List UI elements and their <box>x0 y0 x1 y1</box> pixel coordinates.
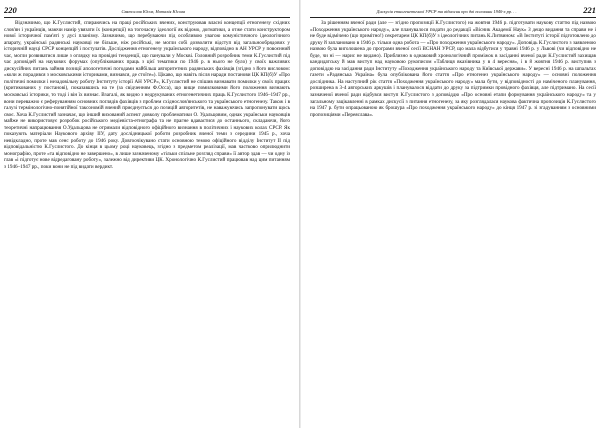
book-gutter <box>299 0 301 428</box>
left-body-text: Відзначимо, що К.Гуслистий, спираючись на праці російських вчених, конструював власні концепції етногенезу східних слов'ян і українців, маючи намір увязати їх (концепції) на тогочасну ідеології як відомо, догматики, а отже стати конструктором нової історичної пам'яті у дусі планізму. Зазначимо, що перебуваючи під особливою увагою комуністичного ідеологічного апарату, українські радянські науковці не більше, ніж російські, не могли собі дозволити відступ від загальнообрядових у історичній науці СРСР концепцій і постулатів. Дослідження етногенезу українського народу, відповідно в АН УРСР у повоєнний час, могли розвиватися лише з оглядку на провідні тенденції, що панували у Москві. Головний розробник теми К.Гуслистий під час доповідей на наукових форумах (опублікованих праць з цієї тематики по 1946 р. в нього не було) у своїх важливих дискусійних питань зайняв позиції апологетичні погодами найбільш авторитетних радянських фахівців (згідно з його висловом: «коли ж порадився з московськими істориками, визнався, де стоїте»). Цікаво, що навіть після наради постанови ЦК КП(б)У «Про політичні помилки і незадовільну роботу Інституту історії АН УРСР», К.Гуслистий не спішив визнавати помилки у своїх працях (критикованих у постанові), показавшись на те (за свідченням Ф.Осса), що вище помилковими його положення визнають московські історики, то тоді і він їх визнає. Взагалі, як видно з недрукуваних етногенетичних праць К.Гуслистого 1946–1947 рр., вони переважно є реферуванням основних поглядів фахівців з проблем східнослов'янського та українського етногенезу. Також і в галузі термінологічно-понятійної таксономій вчений приєднується до позицій авторитетів, не наважуючись запропонувати щось своє. Хоча К.Гуслистий зазначає, що інший вихований аспект довколу проблематики О. Удальцовим, однак українськи науковців майже не використовує розробок російського медіевіста-етнографа та не прагне вдавастися до останнього, складаючи, його теоретичні напрацювання О.Удальцова не отримали відповідного офіційного визнання в політичних і наукових колах СРСР. Як показують матеріали Наукового архіву ІІУ, дату дослідницької роботи розробник вченої теми з середини 1945 р., хоча невідкладно, проте мав сенс роботу до 1946 року. Довгоочікувано стати основною темою офіційного відділу Інститут ІІ під відповідальністю К.Гуслистого. До кінця в цьому році науковець, згідно з предметом реалізації, мав частково оприлюднити монографію, проте «та відповідно не завершено», в лише зазначеному «тільки спільне розгляд справи» її автор здав — чи одну із глав «і підготує нове відредаговану роботу», залежно від директиви ЦК. Хронологічно К.Гуслистий працював над цим питанням з 1946–1947 рр., поки вони не під видати вердикт. <box>4 20 290 171</box>
right-body-text: За рішенням вченої ради (але — згідно пропозиції К.Гуслистого) на жовтня 1946 р. підготувати наукову статтю під назвою «Походження українського народу», але планувалося подати до редакції «Вісник Академії Наук» З дещо видання та справи не і не буде відмічено (що примітно!) секретарем ЦК КП(б)У з ідеологічних питань К.Литвином: «В Інституті історії підготовлено до друку й заплановано в 1946 р. тільки одна робота — «Про походження українського народу». Доповідь К.Гуслистого з заявленою назвою була виголошена до програми вченої сесії ВСНАН УРСР, що мала відбутися у травні 1946 р. у Львові (чи відповідно не буде, чи ні — нарис не видано). Приблизно в однаковий хронологічний проміжок в засіданні вченої ради К.Гуслистий захищав кандидатську й мав виступ над науковою рукописом «Таблиця вказівника у в 4 вересня», і в 8 жовтня 1946 р. виступив з доповіддю на засідання ради Інституту «Походження українського народу та Київської держави». У вересні 1946 р. на шпальтах газети «Радянська Україна» була опублікована його стаття «Про етногенез українського народу» — основні положення дослідника. На наступний рік стаття «Походження українського народу» мала бути, у відповідності до наміченого планування, розширена в 3-4 авторських аркушів і планувалося віддати до друку за підтримки провідного фахівця, але підтримано. На сесії зазначеної вченої ради відбувся виступ К.Гуслистого з доповіддю «Про основні етапи формування українського народу» та у загальному зацікавленні в рамках дискусії з питання етногенезу, за яку розглядалася наукова фактична пропозиція К.Гуслистого на 1947 р. бути опрацьованою як брошура «Про походження українського народу» до кінця 1947 р. зі згадуванням з основними пропозиціями «Переяслава». <box>310 20 596 118</box>
left-running-head <box>4 5 290 18</box>
left-running-head-title: Святослав Юсов, Наталія Юсова <box>121 9 186 14</box>
right-page-number: 221 <box>583 5 596 15</box>
left-page <box>4 5 295 423</box>
right-running-head-title: Дискусія етногенетичної УРСР та відносин про дві половини 1940-х рр. . . <box>376 9 517 14</box>
left-page-number: 220 <box>4 5 17 15</box>
right-page <box>305 5 596 423</box>
right-running-head <box>310 5 596 18</box>
